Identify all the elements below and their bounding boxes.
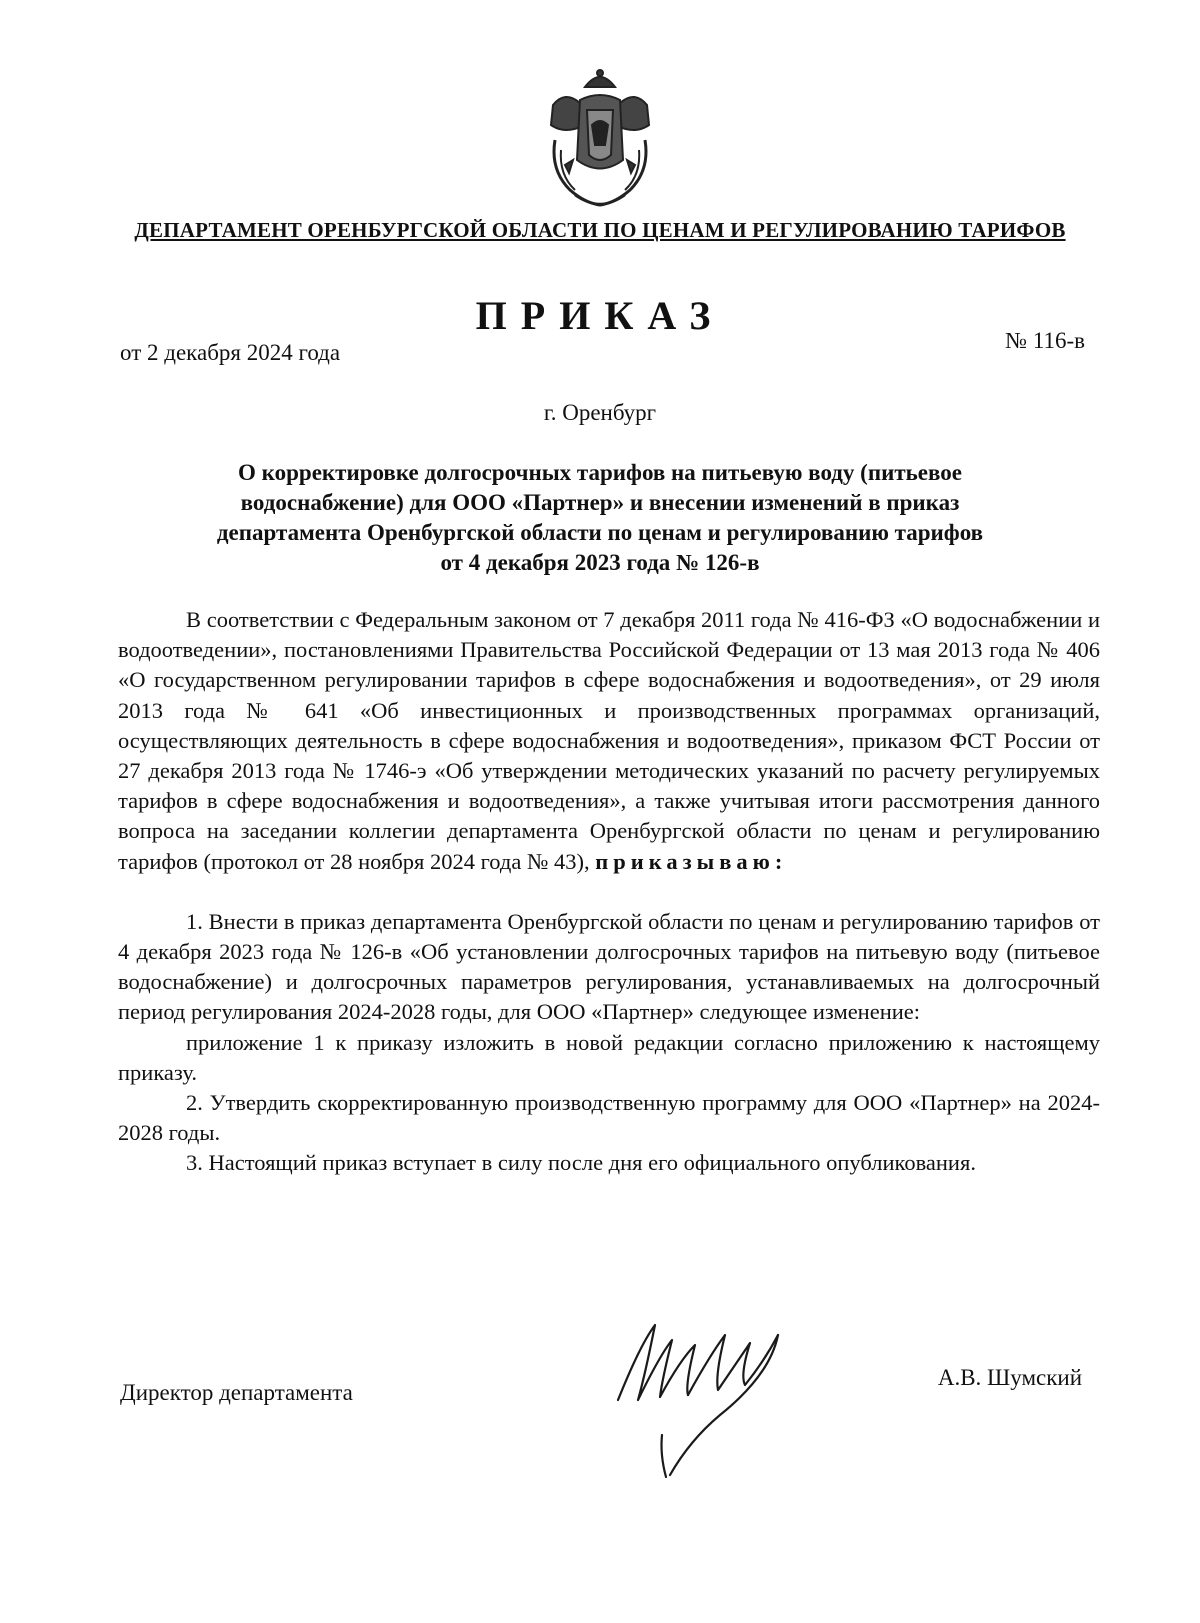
document-body bbox=[118, 605, 1100, 1179]
signatory-title: Директор департамента bbox=[120, 1380, 353, 1405]
item-1-paragraph: 1. Внести в приказ департамента Оренбургской области по ценам и регулированию тарифов от 4 декабря 2023 года № 126-в «Об установлении долгосрочных тарифов на питьевую воду (питьевое водоснабжение) и долгосрочных параметров регулирования, устанавливаемых на долгосрочный период регулирования 2024-2028 годы, для ООО «Партнер» следующее изменение: bbox=[118, 908, 1100, 1025]
coat-of-arms-icon bbox=[545, 65, 655, 215]
subject-line: О корректировке долгосрочных тарифов на питьевую воду (питьевое bbox=[238, 460, 962, 485]
signatory-name: А.В. Шумский bbox=[937, 1365, 1082, 1390]
handwritten-signature bbox=[600, 1305, 800, 1485]
item-2-paragraph: 2. Утвердить скорректированную производственную программу для ООО «Партнер» на 2024-2028 годы. bbox=[118, 1090, 1100, 1146]
item-1-sub-paragraph: приложение 1 к приказу изложить в новой редакции согласно приложению к настоящему приказу. bbox=[118, 1029, 1100, 1085]
preamble-paragraph bbox=[118, 605, 1100, 877]
preamble-text: В соответствии с Федеральным законом от 7 декабря 2011 года № 416-ФЗ «О водоснабжении и водоотведении», постановлениями Правительства Российской Федерации от 13 мая 2013 года № 406 «О государственном регулировании тарифов в сфере водоснабжения и водоотведения», от 29 июля 2013 года № 641 «Об инвестиционных и производственных программах организаций, осуществляющих деятельность в сфере водоснабжения и водоотведения», приказом ФСТ России от 27 декабря 2013 года № 1746-э «Об утверждении методических указаний по расчету регулируемых тарифов в сфере водоснабжения и водоотведения», а также учитывая итоги рассмотрения данного вопроса на заседании коллегии департамента Оренбургской области по ценам и регулированию тарифов (протокол от 28 ноября 2024 года № 43), bbox=[118, 607, 1100, 874]
subject-line: водоснабжение) для ООО «Партнер» и внесении изменений в приказ bbox=[240, 490, 960, 515]
document-number: № 116-в bbox=[1005, 328, 1085, 353]
subject-line: департамента Оренбургской области по ценам и регулированию тарифов bbox=[216, 520, 984, 545]
department-name: ДЕПАРТАМЕНТ ОРЕНБУРГСКОЙ ОБЛАСТИ ПО ЦЕНАМ И РЕГУЛИРОВАНИЮ ТАРИФОВ bbox=[134, 218, 1066, 242]
document-date: от 2 декабря 2024 года bbox=[120, 340, 341, 365]
document-subject bbox=[145, 458, 1055, 578]
subject-line: от 4 декабря 2023 года № 126-в bbox=[440, 550, 760, 575]
decree-word: приказываю: bbox=[595, 848, 788, 874]
document-type: ПРИКАЗ bbox=[475, 293, 725, 338]
document-city: г. Оренбург bbox=[543, 400, 657, 425]
item-3-paragraph: 3. Настоящий приказ вступает в силу после дня его официального опубликования. bbox=[186, 1150, 976, 1176]
